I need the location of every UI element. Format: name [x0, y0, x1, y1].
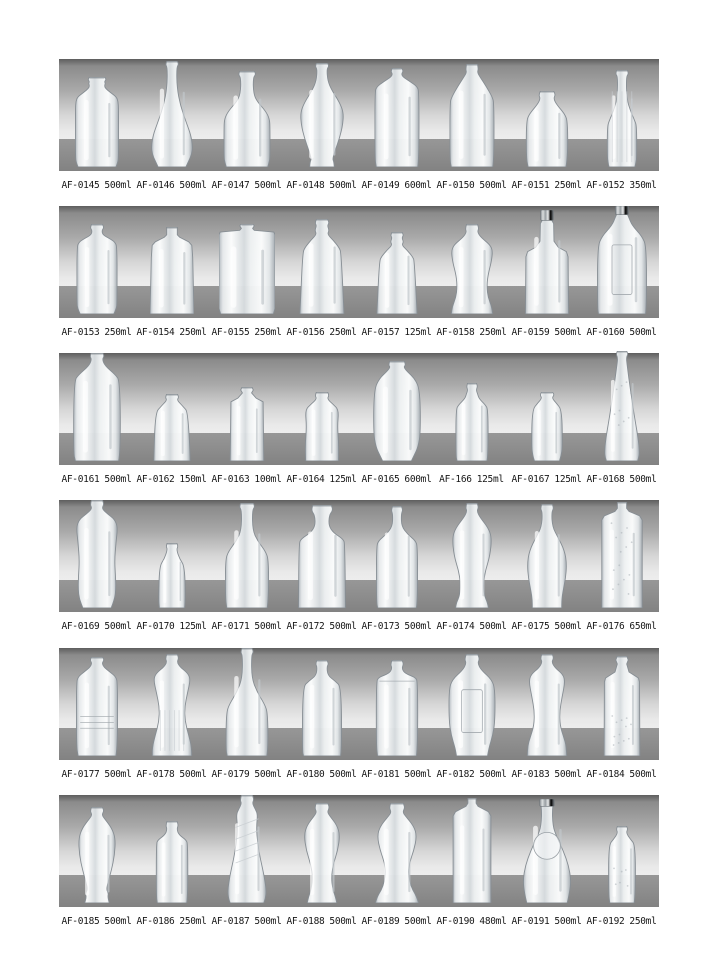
product-code: AF-0185 — [61, 916, 100, 927]
bottle-slot — [59, 795, 134, 907]
product-code: AF-0162 — [136, 474, 175, 485]
product-label — [59, 178, 134, 193]
product-code: AF-0184 — [586, 769, 625, 780]
product-volume: 600ml — [404, 474, 432, 485]
product-label — [209, 472, 284, 487]
product-code: AF-0158 — [436, 327, 475, 338]
bottle-slot — [359, 795, 434, 907]
product-code: AF-166 — [439, 474, 472, 485]
bottle-photo-faceted-oval — [448, 654, 495, 756]
product-label — [359, 619, 434, 634]
product-volume: 500ml — [329, 621, 357, 632]
product-volume: 150ml — [179, 474, 207, 485]
product-volume: 500ml — [329, 769, 357, 780]
product-volume: 250ml — [104, 327, 132, 338]
bottle-slot — [59, 500, 134, 612]
product-label — [284, 767, 359, 782]
product-code: AF-0154 — [136, 327, 175, 338]
product-label — [434, 619, 509, 634]
product-label — [59, 914, 134, 929]
product-label — [359, 767, 434, 782]
product-code: AF-0178 — [136, 769, 175, 780]
product-volume: 125ml — [404, 327, 432, 338]
bottle-photo-pear-tall-neck — [300, 63, 344, 167]
product-volume: 500ml — [104, 474, 132, 485]
product-volume: 500ml — [329, 180, 357, 191]
product-volume: 500ml — [404, 621, 432, 632]
product-code: AF-0159 — [511, 327, 550, 338]
product-label — [509, 178, 584, 193]
bottle-slot — [209, 206, 284, 318]
bottle-slots — [59, 353, 659, 465]
product-label — [359, 472, 434, 487]
product-volume: 500ml — [479, 769, 507, 780]
bottle-slot — [584, 500, 659, 612]
bottle-photo-slim-fluted — [604, 70, 639, 167]
bottle-slot — [209, 353, 284, 465]
product-volume: 250ml — [179, 916, 207, 927]
bottle-photo-ringed-cylinder — [76, 657, 118, 756]
bottle-slot — [509, 795, 584, 907]
product-code: AF-0189 — [361, 916, 400, 927]
bottle-slot — [359, 353, 434, 465]
bottle-photo-waisted-curve — [526, 654, 568, 756]
product-code: AF-0176 — [586, 621, 625, 632]
bottle-slot — [584, 648, 659, 760]
bottle-slot — [284, 206, 359, 318]
bottle-photo-twisted-genie — [226, 795, 267, 903]
bottle-photo-cognac-round — [523, 799, 571, 903]
product-code: AF-0167 — [511, 474, 550, 485]
product-label — [584, 767, 659, 782]
bottle-slot — [434, 206, 509, 318]
product-label — [59, 619, 134, 634]
bottle-slot — [434, 648, 509, 760]
bottle-slot — [134, 795, 209, 907]
product-code: AF-0165 — [361, 474, 400, 485]
product-volume: 500ml — [629, 327, 657, 338]
bottle-slot — [209, 500, 284, 612]
product-code: AF-0174 — [436, 621, 475, 632]
product-label — [359, 914, 434, 929]
product-label — [584, 619, 659, 634]
bottle-photo-large-cylinder — [73, 353, 121, 461]
bottle-photo-bulb-flared-legs — [375, 803, 419, 903]
bottle-photo-small-rect — [229, 387, 264, 461]
label-row — [59, 178, 659, 193]
product-code: AF-0164 — [286, 474, 325, 485]
product-volume: 500ml — [254, 180, 282, 191]
product-code: AF-0183 — [511, 769, 550, 780]
bottle-photo-fluted-hourglass — [151, 654, 193, 756]
product-label — [434, 325, 509, 340]
bottle-photo-tall-square — [451, 798, 492, 903]
product-label — [134, 619, 209, 634]
product-volume: 125ml — [554, 474, 582, 485]
product-code: AF-0169 — [61, 621, 100, 632]
bottle-slot — [209, 59, 284, 171]
product-volume: 500ml — [329, 916, 357, 927]
bottle-photo-squat-round — [525, 91, 569, 167]
bottle-slot — [59, 353, 134, 465]
bottle-photo-long-neck-slope — [225, 648, 269, 756]
product-code: AF-0155 — [211, 327, 250, 338]
product-volume: 500ml — [179, 769, 207, 780]
product-label — [584, 325, 659, 340]
product-label — [509, 325, 584, 340]
bottle-slot — [584, 206, 659, 318]
product-volume: 500ml — [104, 769, 132, 780]
product-code: AF-0151 — [511, 180, 550, 191]
product-volume: 250ml — [629, 916, 657, 927]
product-label — [209, 767, 284, 782]
catalog-row-4 — [59, 500, 659, 634]
product-label — [209, 178, 284, 193]
product-label — [359, 178, 434, 193]
bottle-photo-mini-bottle — [157, 543, 187, 608]
bottle-slot — [509, 353, 584, 465]
product-code: AF-0168 — [586, 474, 625, 485]
bottle-photo-bulb-top-vase — [301, 803, 342, 903]
label-row — [59, 767, 659, 782]
product-volume: 480ml — [479, 916, 507, 927]
catalog-row-5 — [59, 648, 659, 782]
bottle-slot — [509, 500, 584, 612]
product-label — [284, 325, 359, 340]
product-label — [434, 472, 509, 487]
product-label — [134, 178, 209, 193]
bottle-slot — [209, 795, 284, 907]
bottle-slot — [284, 648, 359, 760]
bottle-photo-tall-rect — [601, 502, 643, 608]
product-label — [209, 325, 284, 340]
bottle-photo-small-trapezoid — [153, 394, 191, 461]
product-label — [134, 325, 209, 340]
product-code: AF-0182 — [436, 769, 475, 780]
bottle-photo-small-rounded — [530, 392, 563, 461]
bottle-slot — [359, 59, 434, 171]
product-volume: 500ml — [254, 769, 282, 780]
product-code: AF-0181 — [361, 769, 400, 780]
display-shelf — [59, 648, 659, 760]
product-label — [434, 767, 509, 782]
product-label — [134, 472, 209, 487]
bottle-slot — [284, 795, 359, 907]
product-code: AF-0170 — [136, 621, 175, 632]
bottle-slot — [134, 500, 209, 612]
label-row — [59, 619, 659, 634]
bottle-photo-rect-long-neck — [525, 210, 569, 314]
bottle-photo-wide-round-shoulder — [597, 206, 647, 314]
product-volume: 500ml — [554, 621, 582, 632]
product-label — [59, 767, 134, 782]
bottle-slots — [59, 206, 659, 318]
bottle-slot — [59, 648, 134, 760]
product-code: AF-0177 — [61, 769, 100, 780]
product-volume: 600ml — [404, 180, 432, 191]
bottle-slot — [584, 59, 659, 171]
bottle-photo-small-flat-rect — [606, 826, 638, 903]
product-volume: 500ml — [629, 474, 657, 485]
product-label — [509, 619, 584, 634]
product-volume: 500ml — [179, 180, 207, 191]
product-label — [509, 914, 584, 929]
product-code: AF-0188 — [286, 916, 325, 927]
product-volume: 500ml — [554, 769, 582, 780]
bottle-photo-step-neck-cylinder — [454, 383, 489, 461]
product-code: AF-0172 — [286, 621, 325, 632]
product-code: AF-0148 — [286, 180, 325, 191]
bottle-photo-collar-cylinder — [375, 660, 419, 756]
product-volume: 500ml — [104, 621, 132, 632]
product-volume: 350ml — [629, 180, 657, 191]
product-volume: 250ml — [179, 327, 207, 338]
product-label — [359, 325, 434, 340]
bottle-photo-square-decanter — [298, 505, 346, 608]
display-shelf — [59, 500, 659, 612]
bottle-slot — [434, 353, 509, 465]
product-volume: 500ml — [479, 621, 507, 632]
bottle-slot — [134, 648, 209, 760]
bottle-slots — [59, 59, 659, 171]
product-label — [284, 178, 359, 193]
product-code: AF-0180 — [286, 769, 325, 780]
bottle-photo-tapered-trapezoid — [376, 232, 417, 314]
bottle-photo-cone-shoulder-cylinder — [449, 64, 494, 167]
product-volume: 500ml — [254, 916, 282, 927]
display-shelf — [59, 206, 659, 318]
bottle-slot — [509, 648, 584, 760]
product-code: AF-0146 — [136, 180, 175, 191]
product-volume: 500ml — [629, 769, 657, 780]
product-code: AF-0160 — [586, 327, 625, 338]
catalog-row-2 — [59, 206, 659, 340]
display-shelf — [59, 353, 659, 465]
product-label — [434, 914, 509, 929]
product-code: AF-0150 — [436, 180, 475, 191]
bottle-slot — [209, 648, 284, 760]
product-label — [584, 178, 659, 193]
bottle-photo-square-texture — [602, 656, 641, 756]
bottle-photo-tall-neck-cylinder — [376, 506, 418, 608]
bottle-slot — [134, 206, 209, 318]
bottle-photo-oval-pill — [373, 361, 421, 461]
label-row — [59, 472, 659, 487]
product-label — [584, 472, 659, 487]
bottle-photo-tapered-trapezoid — [299, 219, 344, 314]
product-label — [209, 619, 284, 634]
bottle-slots — [59, 795, 659, 907]
product-code: AF-0161 — [61, 474, 100, 485]
product-label — [209, 914, 284, 929]
bottle-photo-bulb-shoulder-flare — [449, 224, 494, 314]
product-code: AF-0190 — [436, 916, 475, 927]
product-label — [284, 619, 359, 634]
bottle-photo-rounded-rect — [76, 224, 117, 314]
product-code: AF-0145 — [61, 180, 100, 191]
label-row — [59, 325, 659, 340]
product-volume: 500ml — [404, 916, 432, 927]
product-label — [509, 472, 584, 487]
display-shelf — [59, 795, 659, 907]
product-volume: 250ml — [254, 327, 282, 338]
product-volume: 125ml — [329, 474, 357, 485]
product-label — [284, 472, 359, 487]
bottle-photo-round-long-neck — [225, 503, 269, 608]
product-volume: 650ml — [629, 621, 657, 632]
bottle-slot — [509, 206, 584, 318]
product-volume: 250ml — [329, 327, 357, 338]
bottle-photo-curvy-vase — [75, 500, 119, 608]
product-volume: 500ml — [104, 916, 132, 927]
bottle-photo-tapered-cone — [603, 351, 641, 461]
product-label — [584, 914, 659, 929]
product-label — [134, 914, 209, 929]
bottle-photo-small-angular — [304, 392, 339, 461]
bottle-slot — [434, 500, 509, 612]
product-code: AF-0179 — [211, 769, 250, 780]
bottle-slot — [509, 59, 584, 171]
product-volume: 125ml — [179, 621, 207, 632]
bottle-photo-tapered-square — [150, 227, 194, 314]
bottle-slot — [584, 795, 659, 907]
product-label — [509, 767, 584, 782]
bottle-photo-straight-cylinder — [75, 77, 119, 167]
product-volume: 500ml — [554, 327, 582, 338]
product-code: AF-0187 — [211, 916, 250, 927]
bottle-slot — [359, 500, 434, 612]
bottle-slot — [134, 59, 209, 171]
product-code: AF-0147 — [211, 180, 250, 191]
product-code: AF-0186 — [136, 916, 175, 927]
bottle-photo-small-cylinder — [154, 821, 189, 903]
product-code: AF-0156 — [286, 327, 325, 338]
catalog-row-6 — [59, 795, 659, 929]
bottle-slot — [584, 353, 659, 465]
bottle-slot — [359, 648, 434, 760]
bottle-photo-tall-cylinder — [374, 68, 419, 167]
product-volume: 500ml — [254, 621, 282, 632]
product-volume: 100ml — [254, 474, 282, 485]
product-code: AF-0173 — [361, 621, 400, 632]
product-code: AF-0149 — [361, 180, 400, 191]
product-volume: 500ml — [479, 180, 507, 191]
product-label — [134, 767, 209, 782]
product-label — [59, 325, 134, 340]
bottle-photo-bulge-middle — [526, 504, 568, 608]
display-shelf — [59, 59, 659, 171]
product-code: AF-0171 — [211, 621, 250, 632]
bottle-photo-bulb-taper-base — [451, 503, 492, 608]
product-code: AF-0191 — [511, 916, 550, 927]
bottle-slot — [434, 59, 509, 171]
product-label — [59, 472, 134, 487]
product-volume: 500ml — [554, 916, 582, 927]
bottle-slot — [284, 59, 359, 171]
bottle-photo-round-shoulder — [223, 71, 270, 167]
bottle-slots — [59, 500, 659, 612]
product-code: AF-0153 — [61, 327, 100, 338]
product-volume: 500ml — [104, 180, 132, 191]
bottle-slot — [284, 500, 359, 612]
bottle-slot — [359, 206, 434, 318]
product-code: AF-0163 — [211, 474, 250, 485]
bottle-slot — [284, 353, 359, 465]
bottle-photo-wide-flask — [219, 224, 275, 314]
bottle-photo-plain-cylinder — [301, 660, 342, 756]
bottle-slots — [59, 648, 659, 760]
product-volume: 250ml — [479, 327, 507, 338]
catalog-row-1 — [59, 59, 659, 193]
product-code: AF-0152 — [586, 180, 625, 191]
bottle-slot — [59, 206, 134, 318]
bottle-photo-long-neck-teardrop — [151, 61, 193, 167]
bottle-slot — [434, 795, 509, 907]
bottle-slot — [134, 353, 209, 465]
product-volume: 500ml — [404, 769, 432, 780]
product-volume: 250ml — [554, 180, 582, 191]
bottle-photo-footed-teardrop — [76, 807, 117, 903]
product-code: AF-0175 — [511, 621, 550, 632]
product-code: AF-0192 — [586, 916, 625, 927]
product-label — [434, 178, 509, 193]
product-volume: 125ml — [476, 474, 504, 485]
catalog-row-3 — [59, 353, 659, 487]
product-code: AF-0157 — [361, 327, 400, 338]
bottle-slot — [59, 59, 134, 171]
label-row — [59, 914, 659, 929]
product-label — [284, 914, 359, 929]
